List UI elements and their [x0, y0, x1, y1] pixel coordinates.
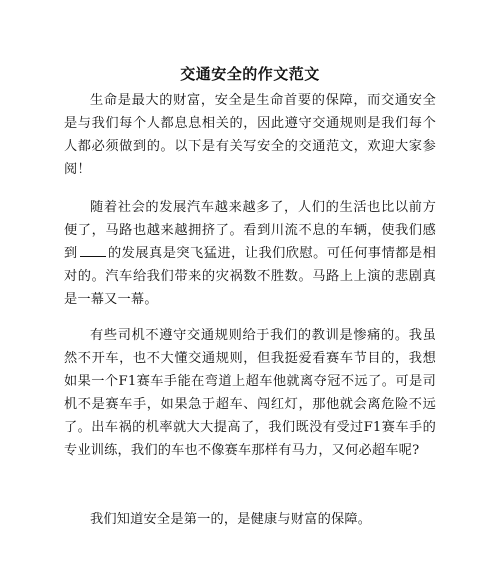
paragraph-drivers: 有些司机不遵守交通规则给于我们的教训是惨痛的。我虽然不开车，也不大懂交通规则，但我挺爱看赛车节目的，我想如果一个F1赛车手能在弯道上超车他就离夺冠不远了。可是司机不是赛车手，如果急于超车、闯红灯，那他就会离危险不远了。出车祸的机率就大大提高了，我们既没有受过F1赛车手的专业训练，我们的车也不像赛车那样有马力，又何必超车呢?	[64, 328, 436, 458]
paragraph-cars	[64, 196, 436, 311]
document-title: 交通安全的作文范文	[180, 65, 320, 83]
paragraph-intro: 生命是最大的财富，安全是生命首要的保障，而交通安全是与我们每个人都息息相关的，因此遵守交通规则是我们每个人都必须做到的。以下是有关写安全的交通范文，欢迎大家参阅！	[64, 93, 436, 177]
faint-watermark	[110, 552, 390, 560]
paragraph-safety: 我们知道安全是第一的，是健康与财富的保障。	[90, 512, 372, 527]
paragraph-cars-part2: 的发展真是突飞猛进，让我们欣慰。可任何事情都是相对的。汽车给我们带来的灾祸数不胜数。马路上上演的悲剧真是一幕又一幕。	[64, 246, 436, 307]
fill-in-blank	[80, 244, 106, 257]
paragraph-cars-part1: 随着社会的发展汽车越来越多了，人们的生活也比以前方便了，马路也越来越拥挤了。看到川流不息的车辆，使我们感到	[64, 200, 436, 261]
